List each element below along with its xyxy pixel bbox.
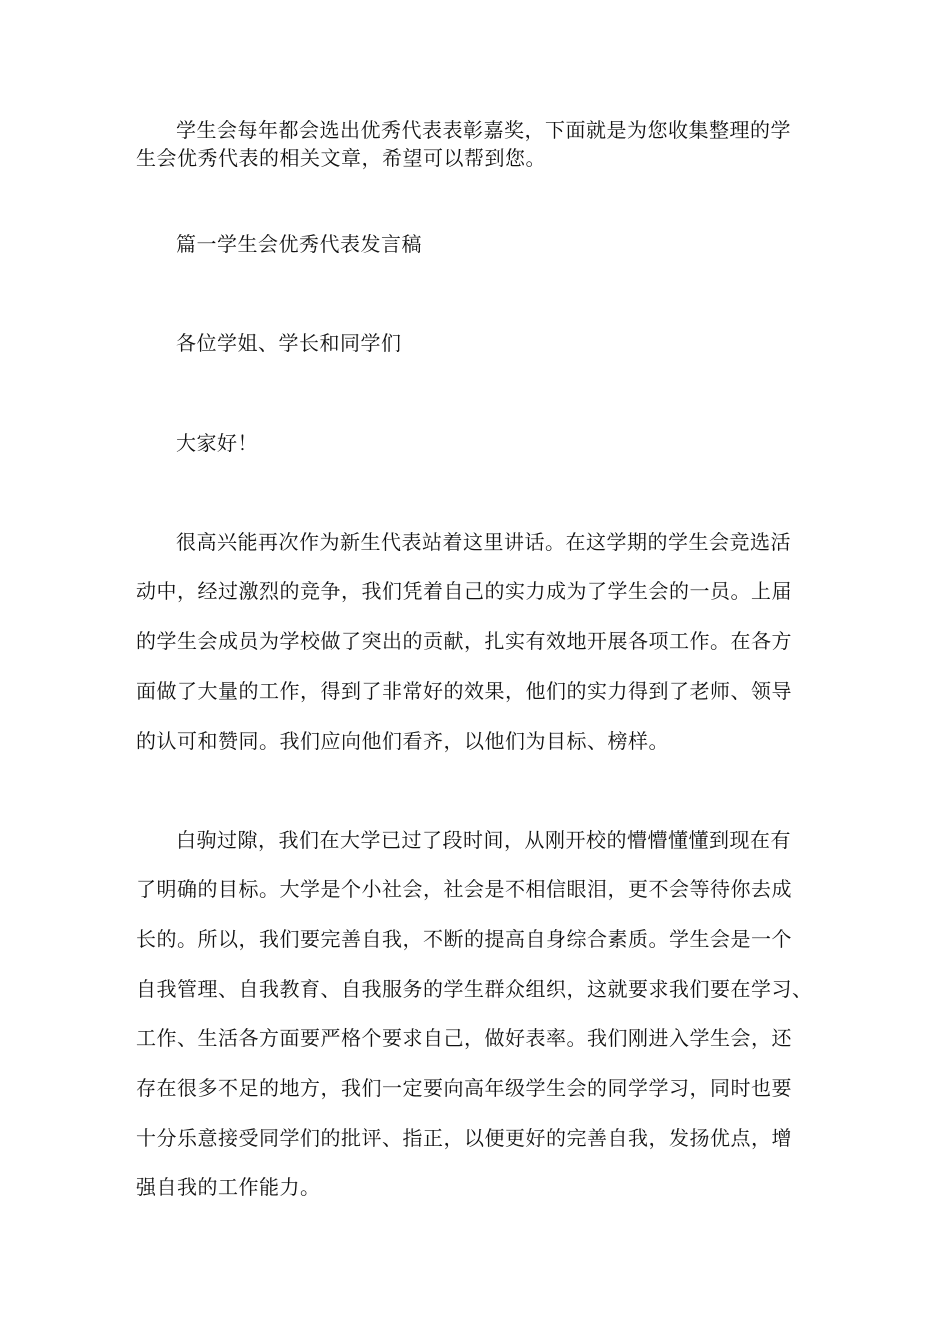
paragraph2-line-5: 工作、生活各方面要严格个要求自己，做好表率。我们刚进入学生会，还 [136,1026,792,1050]
paragraph1-line-4: 面做了大量的工作，得到了非常好的效果，他们的实力得到了老师、领导 [136,679,792,703]
intro-line-2: 生会优秀代表的相关文章，希望可以帮到您。 [136,146,546,170]
paragraph2-line-1: 白驹过隙，我们在大学已过了段时间，从刚开校的懵懵懂懂到现在有 [176,828,791,852]
paragraph2-line-3: 长的。所以，我们要完善自我，不断的提高自身综合素质。学生会是一个 [136,927,792,951]
greeting: 大家好！ [176,431,258,455]
paragraph2-line-7: 十分乐意接受同学们的批评、指正，以便更好的完善自我，发扬优点，增 [136,1126,792,1150]
paragraph1-line-5: 的认可和赞同。我们应向他们看齐，以他们为目标、榜样。 [136,729,669,753]
section-heading: 篇一学生会优秀代表发言稿 [176,232,422,256]
paragraph1-line-2: 动中，经过激烈的竞争，我们凭着自己的实力成为了学生会的一员。上届 [136,579,792,603]
paragraph2-line-6: 存在很多不足的地方，我们一定要向高年级学生会的同学学习，同时也要 [136,1076,792,1100]
paragraph1-line-1: 很高兴能再次作为新生代表站着这里讲话。在这学期的学生会竞选活 [176,530,791,554]
paragraph2-line-2: 了明确的目标。大学是个小社会，社会是不相信眼泪，更不会等待你去成 [136,877,792,901]
paragraph2-line-4: 自我管理、自我教育、自我服务的学生群众组织，这就要求我们要在学习、 [136,977,813,1001]
paragraph2-line-8: 强自我的工作能力。 [136,1175,321,1199]
paragraph1-line-3: 的学生会成员为学校做了突出的贡献，扎实有效地开展各项工作。在各方 [136,629,792,653]
intro-line-1: 学生会每年都会选出优秀代表表彰嘉奖，下面就是为您收集整理的学 [176,118,791,142]
salutation: 各位学姐、学长和同学们 [176,331,402,355]
